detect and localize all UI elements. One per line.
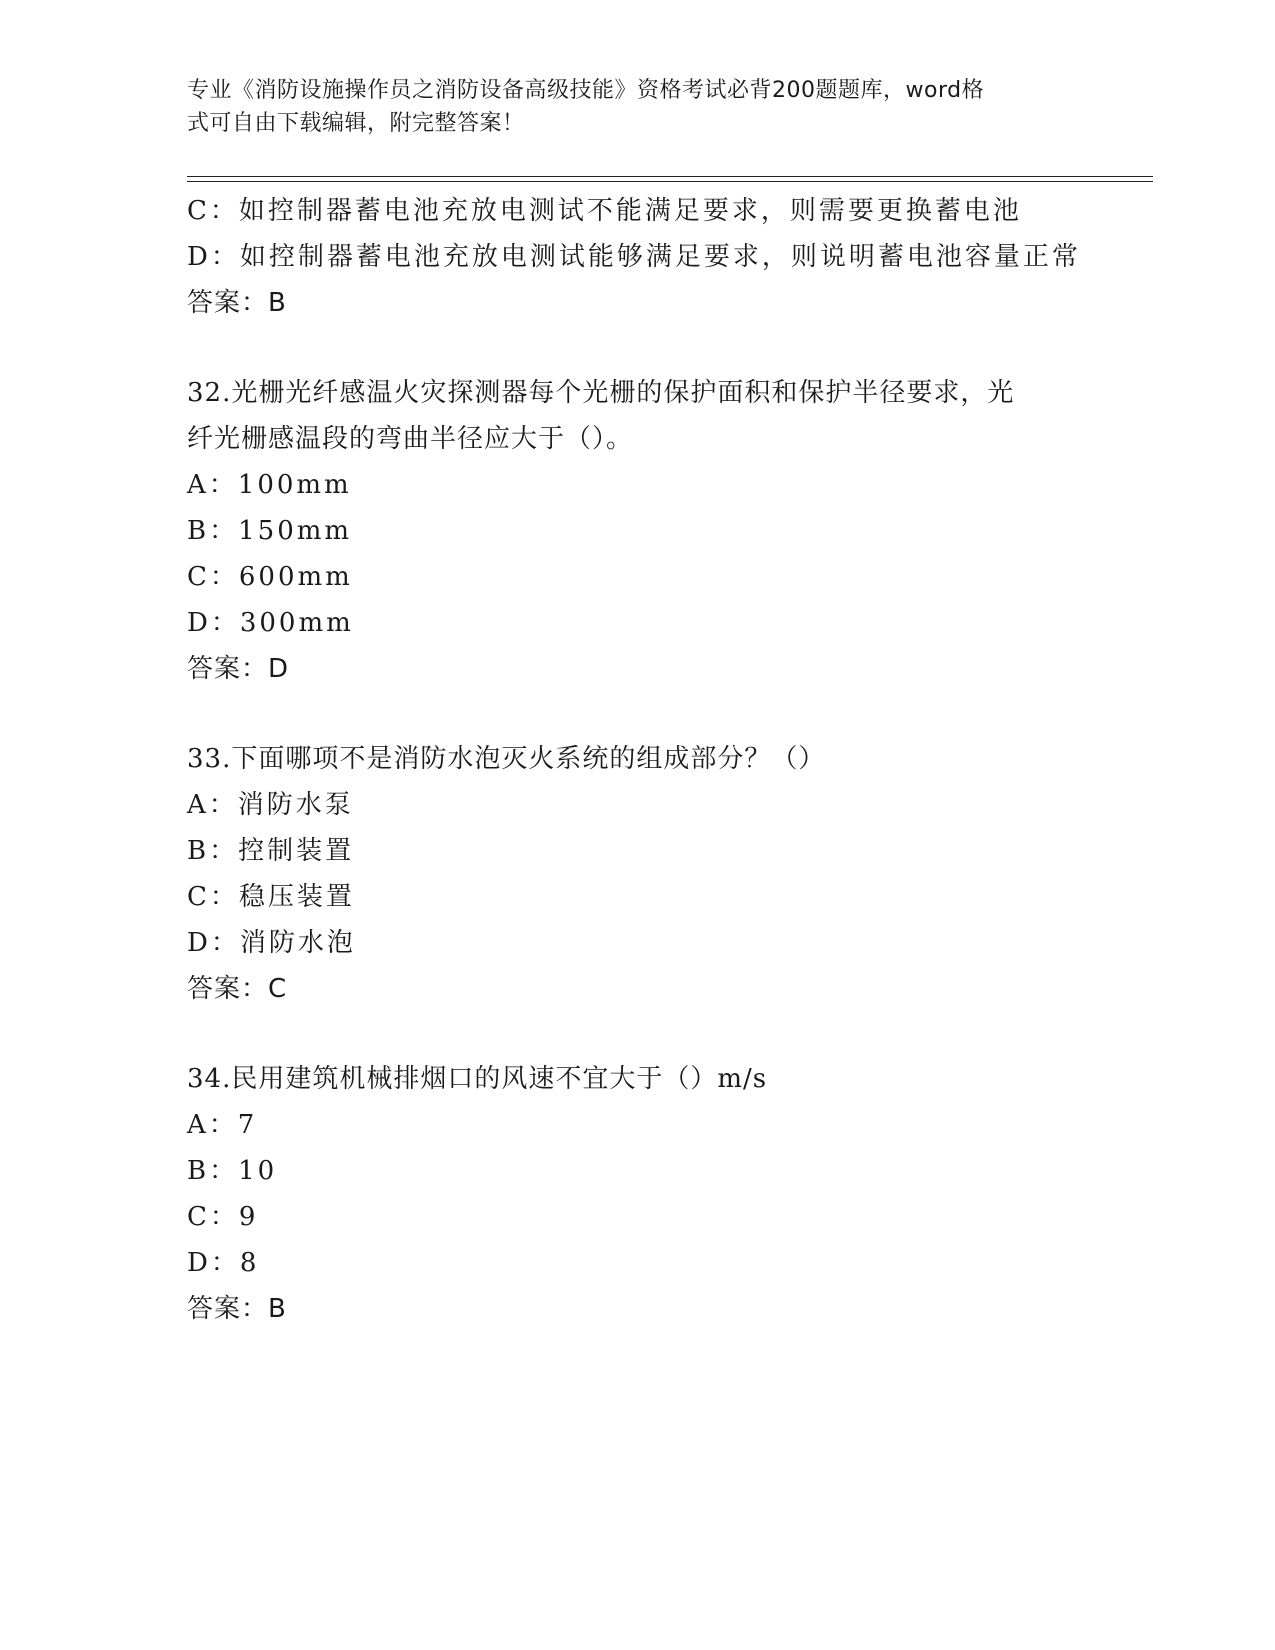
answer-label: 答案：D: [187, 654, 290, 684]
spacer: [187, 326, 1087, 370]
option-d: D：8: [187, 1248, 260, 1278]
question-32: [187, 370, 1087, 692]
question-stem: 33.下面哪项不是消防水泡灭火系统的组成部分？（）: [187, 744, 826, 774]
option-c: C：9: [187, 1202, 259, 1232]
document-header: [187, 74, 1067, 140]
answer-label: 答案：B: [187, 1294, 287, 1324]
question-list: [187, 188, 1087, 1332]
question-stem: 34.民用建筑机械排烟口的风速不宜大于（）m/s: [187, 1064, 768, 1094]
answer-label: 答案：B: [187, 288, 287, 318]
option-d: D：300mm: [187, 608, 354, 638]
answer-label: 答案：C: [187, 974, 288, 1004]
option-a: A：100mm: [187, 470, 352, 500]
header-divider-bottom: [187, 181, 1153, 182]
question-33: [187, 736, 1087, 1012]
option-c: C：如控制器蓄电池充放电测试不能满足要求，则需要更换蓄电池: [187, 196, 1022, 226]
question-31-continued: [187, 188, 1087, 326]
question-stem: 32.光栅光纤感温火灾探测器每个光栅的保护面积和保护半径要求，光: [187, 378, 1015, 408]
option-b: B：150mm: [187, 516, 353, 546]
option-d: D：消防水泡: [187, 928, 356, 958]
option-c: C：稳压装置: [187, 882, 355, 912]
header-line-1: 专业《消防设施操作员之消防设备高级技能》资格考试必背200题题库，word格: [187, 78, 985, 103]
question-34: [187, 1056, 1087, 1332]
question-stem: 纤光栅感温段的弯曲半径应大于（）。: [187, 424, 634, 454]
option-c: C：600mm: [187, 562, 353, 592]
spacer: [187, 692, 1087, 736]
header-divider-top: [187, 176, 1153, 177]
option-d: D：如控制器蓄电池充放电测试能够满足要求，则说明蓄电池容量正常: [187, 242, 1081, 272]
option-b: B：10: [187, 1156, 278, 1186]
option-a: A：消防水泵: [187, 790, 354, 820]
option-a: A：7: [187, 1110, 258, 1140]
header-line-2: 式可自由下载编辑，附完整答案！: [187, 111, 525, 136]
spacer: [187, 1012, 1087, 1056]
option-b: B：控制装置: [187, 836, 355, 866]
